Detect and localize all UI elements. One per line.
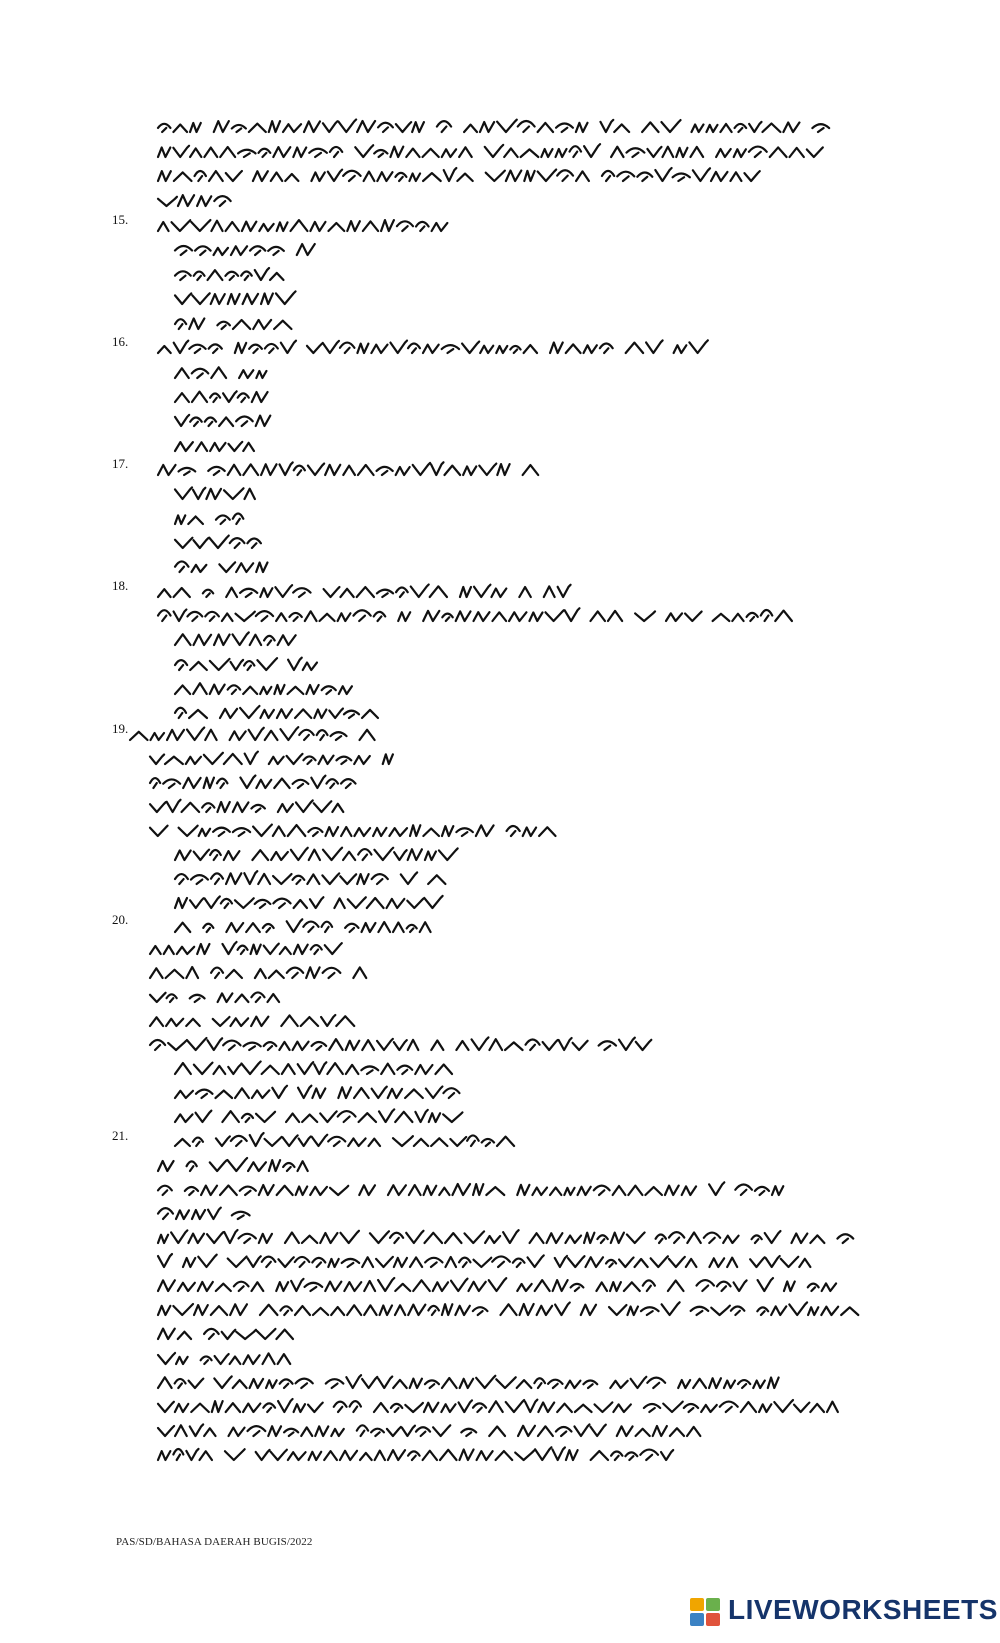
script-line bbox=[175, 318, 291, 329]
question-number-19: 19. bbox=[112, 721, 129, 736]
script-line bbox=[158, 1353, 290, 1364]
script-line bbox=[175, 1133, 514, 1146]
script-line bbox=[150, 800, 343, 812]
script-line bbox=[175, 871, 445, 884]
script-line bbox=[150, 752, 393, 764]
script-line bbox=[175, 561, 267, 572]
script-line bbox=[175, 487, 255, 499]
script-line bbox=[175, 1061, 452, 1074]
question-number-20: 20. bbox=[112, 912, 129, 927]
question-number-16: 16. bbox=[112, 334, 129, 349]
script-line bbox=[175, 514, 243, 524]
script-line bbox=[175, 536, 261, 548]
script-line bbox=[175, 848, 458, 860]
script-line bbox=[175, 919, 431, 932]
script-line bbox=[158, 1230, 853, 1243]
script-line bbox=[175, 683, 352, 694]
script-line bbox=[175, 268, 283, 280]
script-line bbox=[158, 1208, 250, 1219]
page-footer: PAS/SD/BAHASA DAERAH BUGIS/2022 bbox=[116, 1536, 313, 1548]
script-line bbox=[175, 415, 270, 426]
script-line bbox=[175, 442, 254, 451]
script-line bbox=[158, 1278, 836, 1291]
script-line bbox=[158, 608, 792, 621]
question-number-15: 15. bbox=[112, 212, 129, 227]
script-line bbox=[150, 992, 279, 1002]
script-line bbox=[175, 391, 268, 402]
script-line bbox=[175, 658, 317, 670]
liveworksheets-logo-icon bbox=[690, 1598, 722, 1628]
script-line bbox=[150, 825, 556, 836]
script-line bbox=[175, 244, 315, 255]
script-line bbox=[158, 462, 538, 475]
script-line bbox=[158, 1375, 779, 1388]
script-line bbox=[150, 942, 342, 954]
script-line bbox=[175, 632, 296, 645]
script-line bbox=[175, 896, 443, 908]
brand-name: LIVEWORKSHEETS bbox=[728, 1594, 998, 1625]
script-line bbox=[158, 1399, 838, 1412]
script-line bbox=[175, 291, 296, 304]
script-line bbox=[158, 220, 447, 231]
script-line bbox=[150, 1015, 354, 1026]
script-line bbox=[175, 1086, 459, 1098]
script-line bbox=[158, 1182, 783, 1195]
script-line bbox=[158, 1329, 293, 1339]
script-line bbox=[150, 1037, 651, 1050]
question-number-21: 21. bbox=[112, 1128, 129, 1143]
script-line bbox=[158, 1158, 308, 1171]
script-line bbox=[130, 727, 375, 740]
script-line bbox=[150, 776, 356, 788]
script-line bbox=[175, 706, 378, 718]
script-line bbox=[150, 967, 366, 978]
script-line bbox=[158, 120, 829, 132]
question-number-17: 17. bbox=[112, 456, 129, 471]
script-line bbox=[158, 1302, 858, 1315]
script-line bbox=[158, 340, 708, 353]
script-line bbox=[158, 195, 231, 206]
question-number-18: 18. bbox=[112, 578, 129, 593]
script-line bbox=[158, 1424, 700, 1436]
script-line bbox=[158, 584, 571, 597]
script-line bbox=[158, 1447, 673, 1460]
liveworksheets-brand bbox=[690, 1590, 998, 1634]
script-line bbox=[158, 144, 823, 157]
script-line bbox=[175, 367, 266, 378]
script-line bbox=[175, 1109, 462, 1122]
script-line bbox=[158, 1254, 810, 1267]
script-line bbox=[158, 168, 760, 181]
